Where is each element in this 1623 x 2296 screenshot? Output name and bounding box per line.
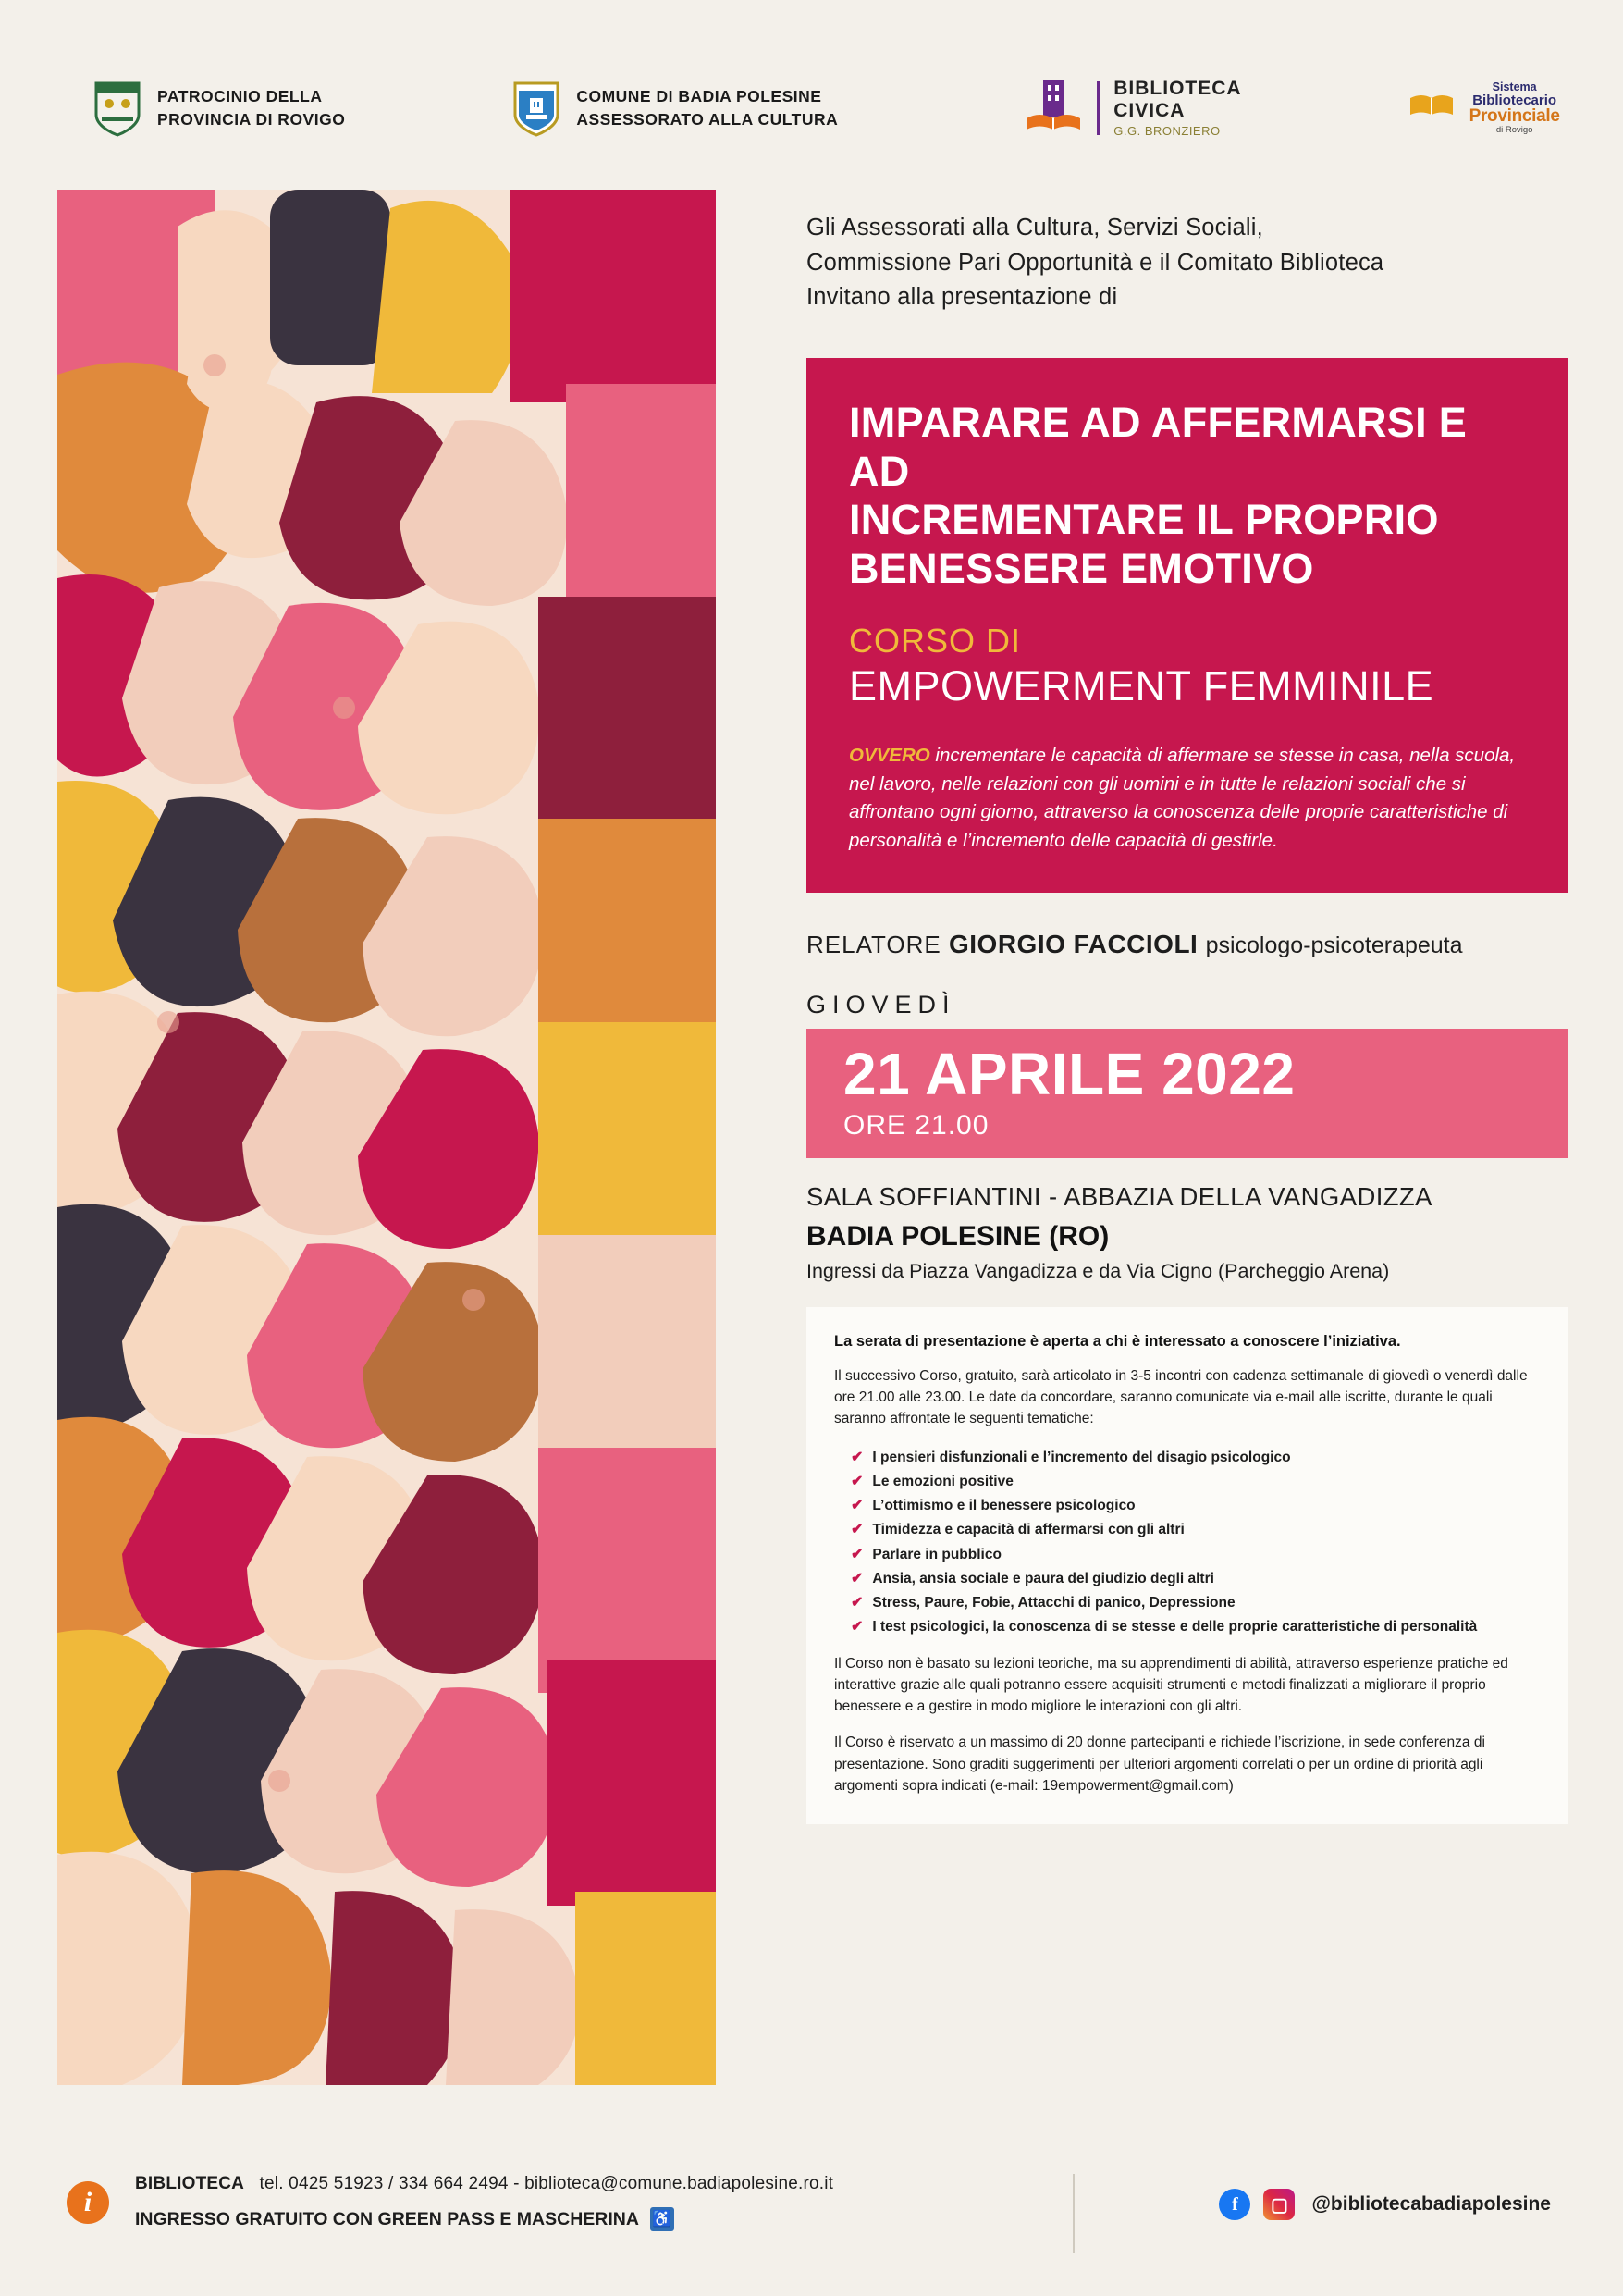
biblioteca-line3: G.G. BRONZIERO [1113, 124, 1221, 139]
details-paragraph-1: Il successivo Corso, gratuito, sarà articolato in 3-5 incontri con cadenza settimanale di giovedì o venerdì dalle ore 21.00 alle 23.00. Le date da concordare, saranno comunicate via e-mail alle iscritte, durante le quali saranno affrontate le seguenti tematiche: [834, 1367, 1528, 1427]
book-tower-icon [1023, 74, 1084, 143]
sbp-text [1469, 81, 1560, 136]
topic-label: I pensieri disfunzionali e l’incremento del disagio psicologico [872, 1449, 1291, 1465]
topic-label: Timidezza e capacità di affermarsi con gli altri [872, 1522, 1185, 1538]
sbp-line4: di Rovigo [1495, 125, 1533, 136]
details-paragraph-3: Il Corso è riservato a un massimo di 20 donne partecipanti e richiede l’iscrizione, in sede conferenza di presentazione. Sono graditi suggerimenti per ulteriori argomenti correlati o per un ordine di priorità agli argomenti sopra indicati (e-mail: 19empowerment@gmail.com) [834, 1734, 1485, 1794]
title-panel [806, 358, 1568, 893]
sbp-line2: Bibliotecario [1472, 92, 1557, 108]
topics-list [851, 1447, 1540, 1638]
check-icon: ✔ [851, 1449, 864, 1465]
check-icon: ✔ [851, 1473, 864, 1489]
event-venue: SALA SOFFIANTINI - ABBAZIA DELLA VANGADIZZA [806, 1181, 1432, 1211]
list-item [851, 1495, 1540, 1516]
event-time: ORE 21.00 [843, 1109, 990, 1141]
event-date: 21 APRILE 2022 [843, 1040, 1296, 1107]
footer-entry-note: INGRESSO GRATUITO CON GREEN PASS E MASCHERINA [135, 2208, 639, 2229]
topic-label: I test psicologici, la conoscenza di se stesse e delle proprie caratteristiche di personalità [872, 1619, 1478, 1636]
footer-contact-block [135, 2174, 833, 2231]
topic-label: L’ottimismo e il benessere psicologico [872, 1498, 1136, 1514]
course-subject: EMPOWERMENT FEMMINILE [849, 661, 1434, 710]
footer-socials [1219, 2189, 1551, 2220]
logo-biblioteca-civica [1023, 74, 1241, 143]
logo-comune-text [576, 85, 838, 132]
list-item [851, 1471, 1540, 1492]
course-title: IMPARARE AD AFFERMARSI E AD INCREMENTARE IL PROPRIO BENESSERE EMOTIVO [849, 399, 1468, 593]
ovvero-text: incrementare le capacità di affermare se stesse in casa, nella scuola, nel lavoro, nelle relazioni con gli uomini e in tutte le relazioni sociali che si affrontano ogni giorno, attraverso la conoscenza delle proprie caratteristiche di personalità e l’incremento delle capacità di gestirle. [849, 744, 1516, 852]
social-handle: @bibliotecabadiapolesine [1311, 2193, 1551, 2215]
details-panel [806, 1307, 1568, 1824]
invite-text: Gli Assessorati alla Cultura, Servizi Sociali, Commissione Pari Opportunità e il Comitato Biblioteca Invitano alla presentazione di [806, 215, 1384, 311]
event-city: BADIA POLESINE (RO) [806, 1220, 1110, 1252]
list-item [851, 1544, 1540, 1565]
footer-contact-label: BIBLIOTECA [135, 2174, 245, 2193]
illustration-women-crowd [57, 190, 716, 2085]
info-icon: i [67, 2181, 109, 2224]
event-entrances: Ingressi da Piazza Vangadizza e da Via Cigno (Parcheggio Arena) [806, 1259, 1390, 1282]
header-logos [0, 57, 1623, 159]
right-column [806, 211, 1568, 1824]
biblioteca-line1: BIBLIOTECA [1113, 77, 1242, 99]
logo-sistema-bibliotecario [1408, 81, 1560, 136]
open-book-icon [1408, 91, 1455, 127]
footer-contact [135, 2174, 833, 2194]
instagram-icon[interactable]: ▢ [1263, 2189, 1295, 2220]
details-lead: La serata di presentazione è aperta a chi è interessato a conoscere l’iniziativa. [834, 1332, 1401, 1350]
check-icon: ✔ [851, 1546, 864, 1562]
logo-comune [511, 80, 838, 137]
speaker-label: RELATORE [806, 930, 941, 958]
logo-comune-line2: ASSESSORATO ALLA CULTURA [576, 110, 839, 129]
topic-label: Le emozioni positive [872, 1473, 1014, 1489]
logo-comune-line1: COMUNE DI BADIA POLESINE [576, 86, 822, 105]
check-icon: ✔ [851, 1498, 864, 1514]
event-weekday: GIOVEDÌ [806, 990, 956, 1018]
speaker-role: psicologo-psicoterapeuta [1205, 932, 1463, 958]
details-paragraph-2: Il Corso non è basato su lezioni teoriche, ma su apprendimenti di abilità, attraverso esperienze pratiche ed interattive grazie alle quali potranno essere acquisiti strumenti e metodi finalizzati a migliorare il proprio benessere e a gestire in modo migliore le interazioni con gli altri. [834, 1655, 1508, 1715]
corso-di-label: CORSO DI [849, 621, 1022, 660]
list-item [851, 1616, 1540, 1637]
check-icon: ✔ [851, 1595, 864, 1611]
footer-contact-rest: tel. 0425 51923 / 334 664 2494 - biblioteca@comune.badiapolesine.ro.it [259, 2174, 834, 2193]
check-icon: ✔ [851, 1570, 864, 1586]
sbp-line1: Sistema [1492, 80, 1537, 93]
check-icon: ✔ [851, 1619, 864, 1636]
comune-crest-icon [511, 80, 561, 137]
logo-provincia-line1: PATROCINIO DELLA [157, 86, 323, 105]
ovvero-label: OVVERO [849, 744, 930, 766]
list-item [851, 1592, 1540, 1613]
speaker-name: GIORGIO FACCIOLI [948, 929, 1199, 958]
topic-label: Ansia, ansia sociale e paura del giudizio degli altri [872, 1570, 1214, 1586]
facebook-icon[interactable]: f [1219, 2189, 1250, 2220]
list-item [851, 1447, 1540, 1468]
logo-provincia [92, 80, 345, 137]
logo-provincia-line2: PROVINCIA DI ROVIGO [157, 110, 346, 129]
logo-provincia-text [157, 85, 345, 132]
date-panel [806, 1029, 1568, 1158]
check-icon: ✔ [851, 1522, 864, 1538]
sbp-line3: Provinciale [1469, 106, 1560, 127]
logo-biblioteca-text [1113, 78, 1241, 139]
footer-divider [1073, 2174, 1075, 2253]
biblioteca-line2: CIVICA [1113, 100, 1186, 122]
footer-entry-note-row [135, 2207, 833, 2231]
logo-divider [1097, 81, 1100, 135]
wheelchair-icon: ♿ [650, 2207, 674, 2231]
topic-label: Parlare in pubblico [872, 1546, 1002, 1562]
province-crest-icon [92, 80, 142, 137]
list-item [851, 1519, 1540, 1540]
footer [0, 2174, 1623, 2231]
ovvero-paragraph [849, 742, 1525, 856]
topic-label: Stress, Paure, Fobie, Attacchi di panico, Depressione [872, 1595, 1236, 1611]
list-item [851, 1568, 1540, 1589]
speaker-line [806, 930, 1568, 959]
